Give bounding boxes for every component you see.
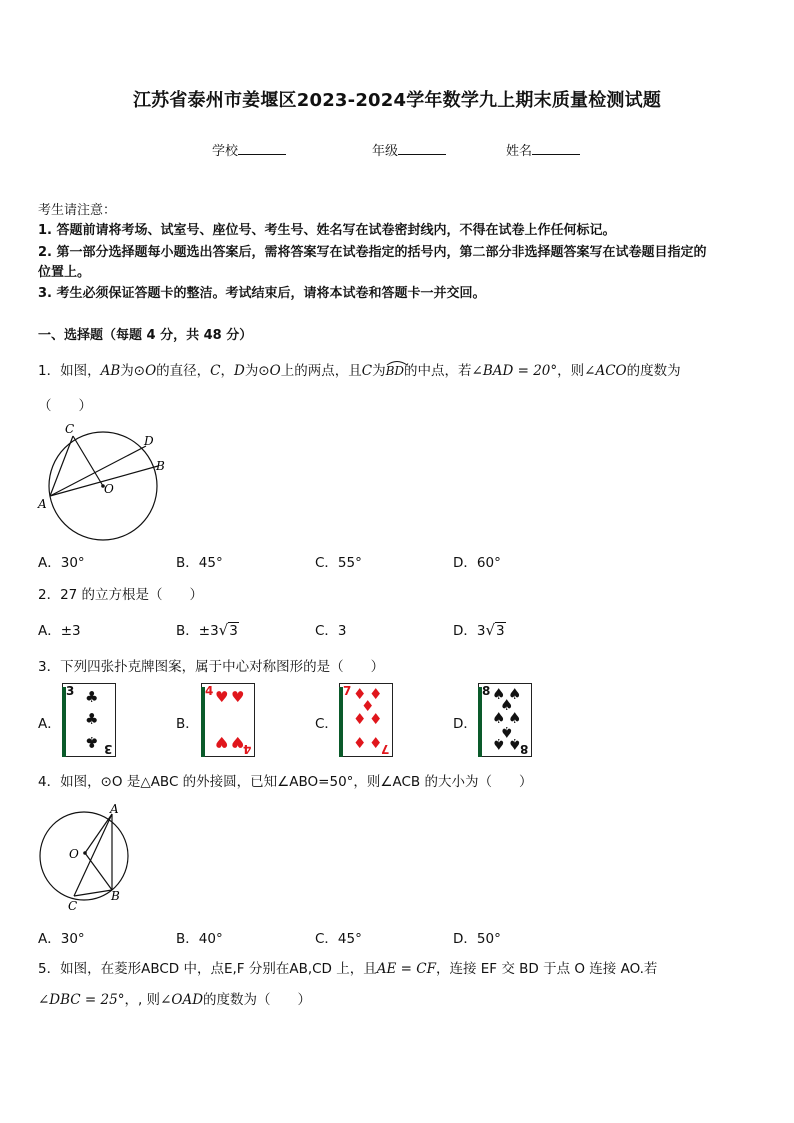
question-5-stem-line2 xyxy=(38,988,311,1008)
card-rank-inverted: 3 xyxy=(103,742,112,756)
q4-segment-ob xyxy=(85,853,112,890)
q1-paren: （ ） xyxy=(38,398,92,414)
q4-label-c: C xyxy=(68,899,78,913)
q1-circle-figure xyxy=(36,418,176,542)
q2-option-b-radicand: 3 xyxy=(229,623,238,639)
q1-label-c: C xyxy=(65,422,75,436)
q1-math-c: C xyxy=(210,363,221,379)
q1-text: 上的两点，且 xyxy=(280,363,362,379)
q3-option-b[interactable]: B． xyxy=(176,716,199,732)
spade-icon: ♠ xyxy=(508,685,522,703)
club-icon: ♣ xyxy=(85,733,99,751)
heart-icon: ♥ xyxy=(231,733,245,751)
q4-segment-oa xyxy=(85,814,112,853)
card-rank-inverted: 7 xyxy=(380,742,389,756)
spade-icon: ♠ xyxy=(500,723,514,741)
q3-option-a[interactable]: A． xyxy=(38,716,61,732)
spade-icon: ♠ xyxy=(500,696,514,714)
q1-math-d: D xyxy=(234,363,245,379)
q5-text: 5．如图，在菱形ABCD 中，点E,F 分别在AB,CD 上，且 xyxy=(38,961,377,977)
q1-text: 的直径， xyxy=(156,363,211,379)
notice-item-2: 2. 第一部分选择题每小题选出答案后，需将答案写在试卷指定的括号内，第二部分非选择题答案写在试卷题目指定的 xyxy=(38,245,707,260)
playing-card-7-diamonds[interactable] xyxy=(339,683,393,757)
q5-math-angle-oad: ∠OAD xyxy=(160,992,204,1008)
notice-item-3: 3. 考生必须保证答题卡的整洁。考试结束后，请将本试卷和答题卡一并交回。 xyxy=(38,286,486,301)
radical-icon: √ xyxy=(218,621,229,639)
q4-label-a: A xyxy=(110,802,119,816)
q1-label-d: D xyxy=(144,434,154,448)
card-rank: 4 xyxy=(205,684,214,698)
q1-math-c2: C xyxy=(361,363,373,379)
q4-center-dot xyxy=(83,851,87,855)
notice-item-2-cont: 位置上。 xyxy=(38,265,91,280)
heart-icon: ♥ xyxy=(231,688,245,706)
question-1-stem xyxy=(38,359,681,379)
heart-icon: ♥ xyxy=(215,733,229,751)
notice-item-1: 1. 答题前请将考场、试室号、座位号、考生号、姓名写在试卷密封线内，不得在试卷上作任何标记。 xyxy=(38,223,616,238)
spade-icon: ♠ xyxy=(508,735,522,753)
q1-text: ，则 xyxy=(557,363,585,379)
spade-icon: ♠ xyxy=(492,735,506,753)
q1-option-b[interactable]: B．45° xyxy=(176,555,223,571)
diamond-icon: ♦ xyxy=(353,685,367,703)
q3-option-d[interactable]: D． xyxy=(453,716,477,732)
q2-option-d-radicand: 3 xyxy=(496,623,505,639)
q5-math-ae-cf: AE = CF xyxy=(376,961,436,977)
grade-label: 年级 xyxy=(372,144,399,159)
diamond-icon: ♦ xyxy=(353,710,367,728)
playing-card-8-spades[interactable] xyxy=(478,683,532,757)
q4-option-c[interactable]: C．45° xyxy=(315,931,362,947)
card-rank: 3 xyxy=(66,684,75,698)
q4-circle xyxy=(40,812,128,900)
q1-option-d[interactable]: D．60° xyxy=(453,555,501,571)
q3-option-c[interactable]: C． xyxy=(315,716,338,732)
name-label: 姓名 xyxy=(506,144,533,159)
notice-heading: 考生请注意： xyxy=(38,203,117,218)
diamond-icon: ♦ xyxy=(353,734,367,752)
q1-math-ab: AB xyxy=(100,363,121,379)
q1-segment-co xyxy=(73,436,103,486)
q1-chord-ad xyxy=(50,446,146,496)
school-blank xyxy=(238,142,286,155)
q1-math-o: O xyxy=(145,363,157,379)
q4-option-b[interactable]: B．40° xyxy=(176,931,223,947)
grade-blank xyxy=(398,142,446,155)
q4-label-o: O xyxy=(69,847,79,861)
q1-text: 的中点，若 xyxy=(404,363,472,379)
spade-icon: ♠ xyxy=(492,709,506,727)
diamond-icon: ♦ xyxy=(369,734,383,752)
name-blank xyxy=(532,142,580,155)
q5-text: 的度数为（ ） xyxy=(203,992,312,1008)
q1-math-bd: BD xyxy=(385,364,405,378)
card-rank: 8 xyxy=(482,684,491,698)
q2-option-c[interactable]: C．3 xyxy=(315,623,347,639)
q1-math-angle-bad: ∠BAD = 20° xyxy=(471,363,558,379)
playing-card-3-clubs[interactable] xyxy=(62,683,116,757)
card-rank-inverted: 8 xyxy=(519,742,528,756)
q2-option-d-prefix: D．3 xyxy=(453,623,486,639)
q1-math-angle-aco: ∠ACO xyxy=(584,363,627,379)
heart-icon: ♥ xyxy=(215,688,229,706)
club-icon: ♣ xyxy=(85,710,99,728)
q1-option-c[interactable]: C．55° xyxy=(315,555,362,571)
q4-side-bc xyxy=(74,890,112,896)
question-3-stem: 3．下列四张扑克牌图案，属于中心对称图形的是（ ） xyxy=(38,659,385,675)
q2-option-b-prefix: B．±3 xyxy=(176,623,219,639)
q1-text: 为⊙ xyxy=(244,363,270,379)
q4-option-d[interactable]: D．50° xyxy=(453,931,501,947)
school-field xyxy=(212,140,286,159)
q4-circle-figure xyxy=(36,800,136,916)
card-rank: 7 xyxy=(343,684,352,698)
q1-text: 的度数为 xyxy=(626,363,681,379)
diamond-icon: ♦ xyxy=(369,710,383,728)
q1-label-o: O xyxy=(104,482,114,496)
q2-option-d[interactable] xyxy=(453,619,506,639)
q4-side-ac xyxy=(74,814,112,896)
question-4-stem: 4．如图，⊙O 是△ABC 的外接圆，已知∠ABO=50°，则∠ACB 的大小为（ ） xyxy=(38,774,533,790)
q4-label-b: B xyxy=(111,889,120,903)
playing-card-4-hearts[interactable] xyxy=(201,683,255,757)
question-2-stem: 2．27 的立方根是（ ） xyxy=(38,587,204,603)
diamond-icon: ♦ xyxy=(361,697,375,715)
q1-text: 为 xyxy=(372,363,386,379)
q1-label-b: B xyxy=(156,459,165,473)
q1-text: 1．如图， xyxy=(38,363,101,379)
q1-math-o2: O xyxy=(269,363,281,379)
diamond-icon: ♦ xyxy=(369,685,383,703)
q1-text: 为⊙ xyxy=(120,363,146,379)
q1-option-a[interactable]: A．30° xyxy=(38,555,85,571)
q2-option-a[interactable]: A．±3 xyxy=(38,623,81,639)
q5-text: ，连接 EF 交 BD 于点 O 连接 AO.若 xyxy=(435,961,658,977)
spade-icon: ♠ xyxy=(492,685,506,703)
q1-label-a: A xyxy=(38,497,47,511)
name-field xyxy=(506,140,580,159)
question-5-stem-line1 xyxy=(38,957,657,977)
radical-icon: √ xyxy=(485,621,496,639)
club-icon: ♣ xyxy=(85,688,99,706)
card-rank-inverted: 4 xyxy=(242,742,251,756)
q5-text: ，, 则 xyxy=(124,992,161,1008)
q2-option-b[interactable] xyxy=(176,619,239,639)
q1-text: ， xyxy=(220,363,234,379)
section-heading: 一、选择题（每题 4 分，共 48 分） xyxy=(38,328,253,343)
school-label: 学校 xyxy=(212,144,239,159)
grade-field xyxy=(372,140,446,159)
page-title: 江苏省泰州市姜堰区2023-2024学年数学九上期末质量检测试题 xyxy=(132,90,662,111)
spade-icon: ♠ xyxy=(508,709,522,727)
q4-option-a[interactable]: A．30° xyxy=(38,931,85,947)
q1-arc-bd xyxy=(386,363,404,379)
q5-math-angle-dbc: ∠DBC = 25° xyxy=(38,992,125,1008)
arc-mark-icon xyxy=(386,360,408,366)
